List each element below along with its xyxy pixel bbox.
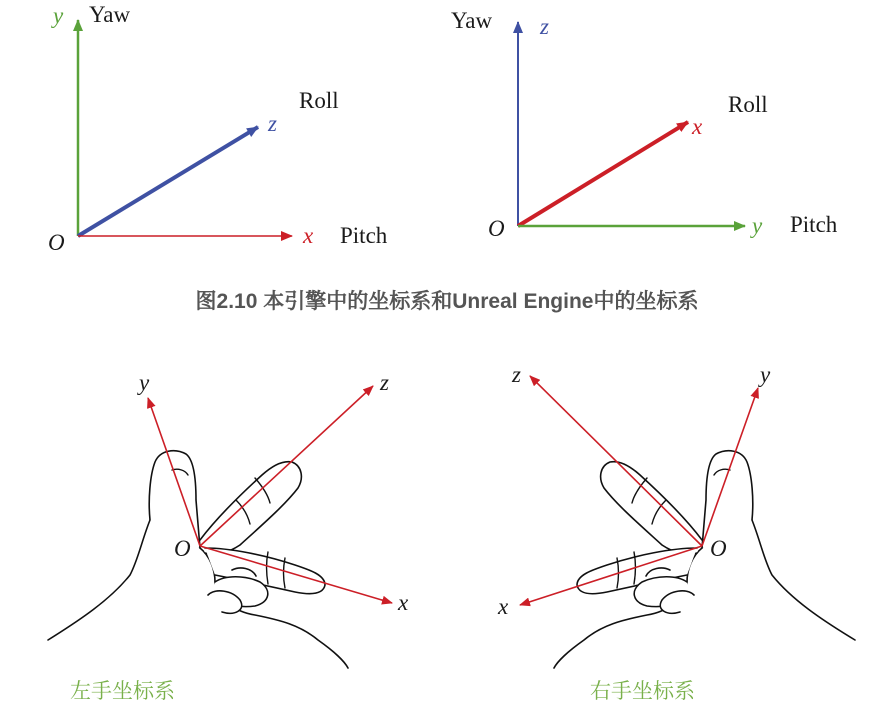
left-hand-caption: 左手坐标系 <box>70 679 175 703</box>
left-hand-z-label: z <box>380 370 389 395</box>
left-pitch-label: Pitch <box>340 223 388 248</box>
right-x-axis-label: x <box>692 114 703 139</box>
left-x-axis-label: x <box>303 223 314 248</box>
left-coordinate-system <box>48 2 388 255</box>
left-y-axis-label: y <box>53 3 64 28</box>
left-hand-illustration <box>48 370 409 668</box>
right-hand-caption: 右手坐标系 <box>590 679 695 703</box>
left-hand-origin-label: O <box>174 536 191 561</box>
right-x-axis-arrow <box>518 122 688 226</box>
right-origin-label: O <box>488 216 505 241</box>
right-hand-origin-label: O <box>710 536 727 561</box>
right-hand-z-axis <box>530 376 702 546</box>
right-roll-label: Roll <box>728 92 768 117</box>
left-z-axis-label: z <box>268 111 277 136</box>
left-z-axis-arrow <box>78 127 258 236</box>
right-hand-illustration <box>497 362 855 668</box>
right-coordinate-system <box>451 8 838 241</box>
figure-caption: 图2.10 本引擎中的坐标系和Unreal Engine中的坐标系 <box>195 290 699 313</box>
right-y-axis-label: y <box>752 213 763 238</box>
right-yaw-label: Yaw <box>451 8 493 33</box>
right-z-axis-label: z <box>540 14 549 39</box>
left-yaw-label: Yaw <box>89 2 131 27</box>
left-hand-z-axis <box>200 386 373 546</box>
left-origin-label: O <box>48 230 65 255</box>
right-hand-y-label: y <box>760 362 771 387</box>
left-hand-y-label: y <box>139 370 150 395</box>
right-hand-z-label: z <box>512 362 521 387</box>
left-roll-label: Roll <box>299 88 339 113</box>
right-hand-x-label: x <box>498 594 509 619</box>
left-hand-x-label: x <box>398 590 409 615</box>
right-pitch-label: Pitch <box>790 212 838 237</box>
